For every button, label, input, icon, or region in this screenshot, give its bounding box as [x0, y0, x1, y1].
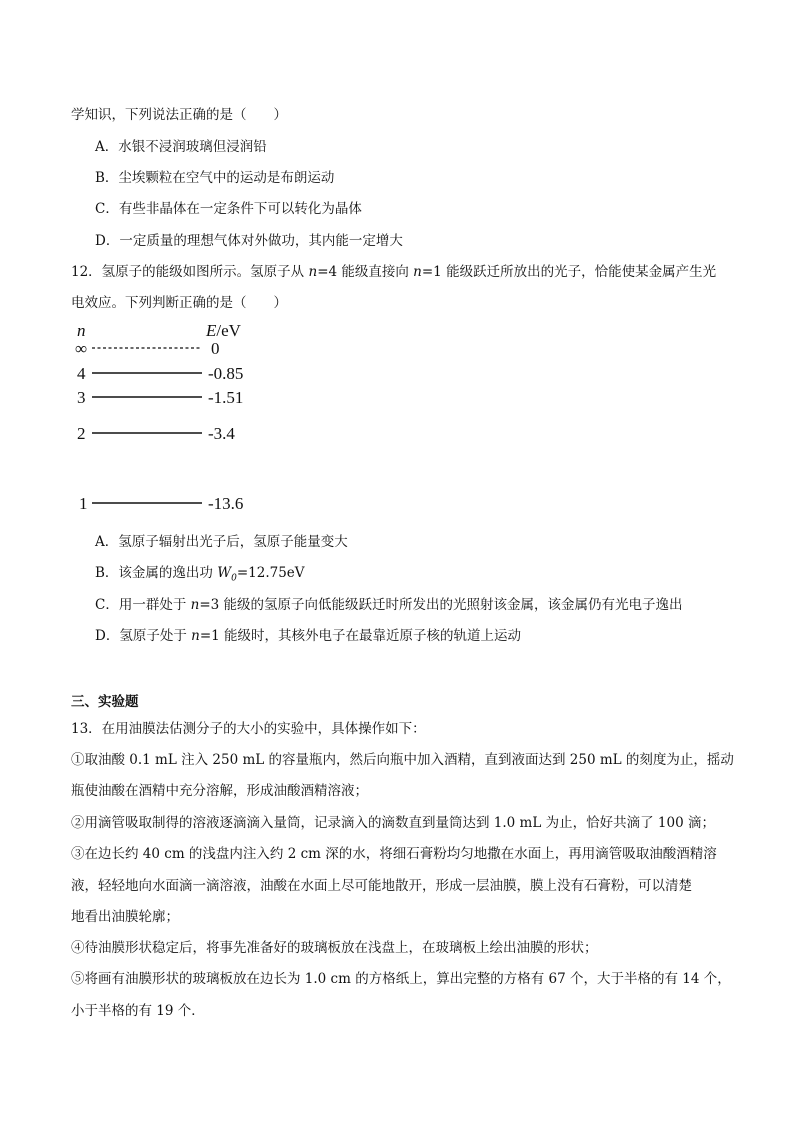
level-energy-4: -0.85	[208, 364, 244, 383]
q12-option-d: D．氢原子处于 n=1 能级时，其核外电子在最靠近原子核的轨道上运动	[95, 628, 522, 644]
q11-option-c: C．有些非晶体在一定条件下可以转化为晶体	[95, 201, 362, 217]
q12-stem-line2: 电效应。下列判断正确的是（ ）	[71, 295, 287, 311]
energy-level-diagram	[70, 318, 270, 518]
q13-step2: ②用滴管吸取制得的溶液逐滴滴入量筒，记录滴入的滴数直到量筒达到 1.0 mL 为止，恰好共滴了 100 滴；	[71, 815, 715, 831]
diagram-e-header: E/eV	[206, 321, 241, 340]
q11-option-a: A．水银不浸润玻璃但浸润铅	[95, 139, 267, 155]
q13-step3-line3: 地看出油膜轮廓；	[71, 909, 179, 925]
level-energy-1: -13.6	[208, 494, 244, 513]
level-energy-2: -3.4	[208, 424, 235, 443]
section-title: 三、实验题	[71, 694, 139, 710]
q13-step1-line1: ①取油酸 0.1 mL 注入 250 mL 的容量瓶内，然后向瓶中加入酒精，直到液面达到 250 mL 的刻度为止，摇动	[71, 752, 734, 768]
diagram-n-header: n	[77, 321, 86, 340]
q11-stem-end: 学知识，下列说法正确的是（ ）	[71, 107, 287, 123]
level-label-1: 1	[79, 494, 88, 513]
q13-step1-line2: 瓶使油酸在酒精中充分溶解，形成油酸酒精溶液；	[71, 783, 368, 799]
level-label-infinity: ∞	[75, 339, 88, 358]
q13-step3-line2: 液，轻轻地向水面滴一滴溶液，油酸在水面上尽可能地散开，形成一层油膜，膜上没有石膏粉，可以清楚	[71, 878, 692, 894]
level-label-2: 2	[77, 424, 86, 443]
q11-option-b: B．尘埃颗粒在空气中的运动是布朗运动	[95, 170, 335, 186]
q13-step3-line1: ③在边长约 40 cm 的浅盘内注入约 2 cm 深的水，将细石膏粉均匀地撒在水面上，再用滴管吸取油酸酒精溶	[71, 846, 717, 862]
level-label-3: 3	[77, 388, 86, 407]
q13-step5-line1: ⑤将画有油膜形状的玻璃板放在边长为 1.0 cm 的方格纸上，算出完整的方格有 67 个，大于半格的有 14 个，	[71, 971, 731, 987]
q12-stem-line1: 12．氢原子的能级如图所示。氢原子从 n=4 能级直接向 n=1 能级跃迁所放出的光子，恰能使某金属产生光	[71, 264, 717, 280]
q13-intro: 13．在用油膜法估测分子的大小的实验中，具体操作如下：	[71, 721, 426, 737]
q13-step4: ④待油膜形状稳定后，将事先准备好的玻璃板放在浅盘上，在玻璃板上绘出油膜的形状；	[71, 940, 598, 956]
level-energy-infinity: 0	[211, 339, 220, 358]
q12-option-a: A．氢原子辐射出光子后，氢原子能量变大	[95, 534, 348, 550]
q11-option-d: D．一定质量的理想气体对外做功，其内能一定增大	[95, 233, 403, 249]
q12-option-b: B．该金属的逸出功 $W_0=12.75eV$	[95, 565, 305, 584]
q12-option-c: C．用一群处于 n=3 能级的氢原子向低能级跃迁时所发出的光照射该金属，该金属仍有光电子逸出	[95, 597, 683, 613]
level-label-4: 4	[77, 364, 86, 383]
level-energy-3: -1.51	[208, 388, 244, 407]
q13-step5-line2: 小于半格的有 19 个．	[71, 1003, 205, 1019]
